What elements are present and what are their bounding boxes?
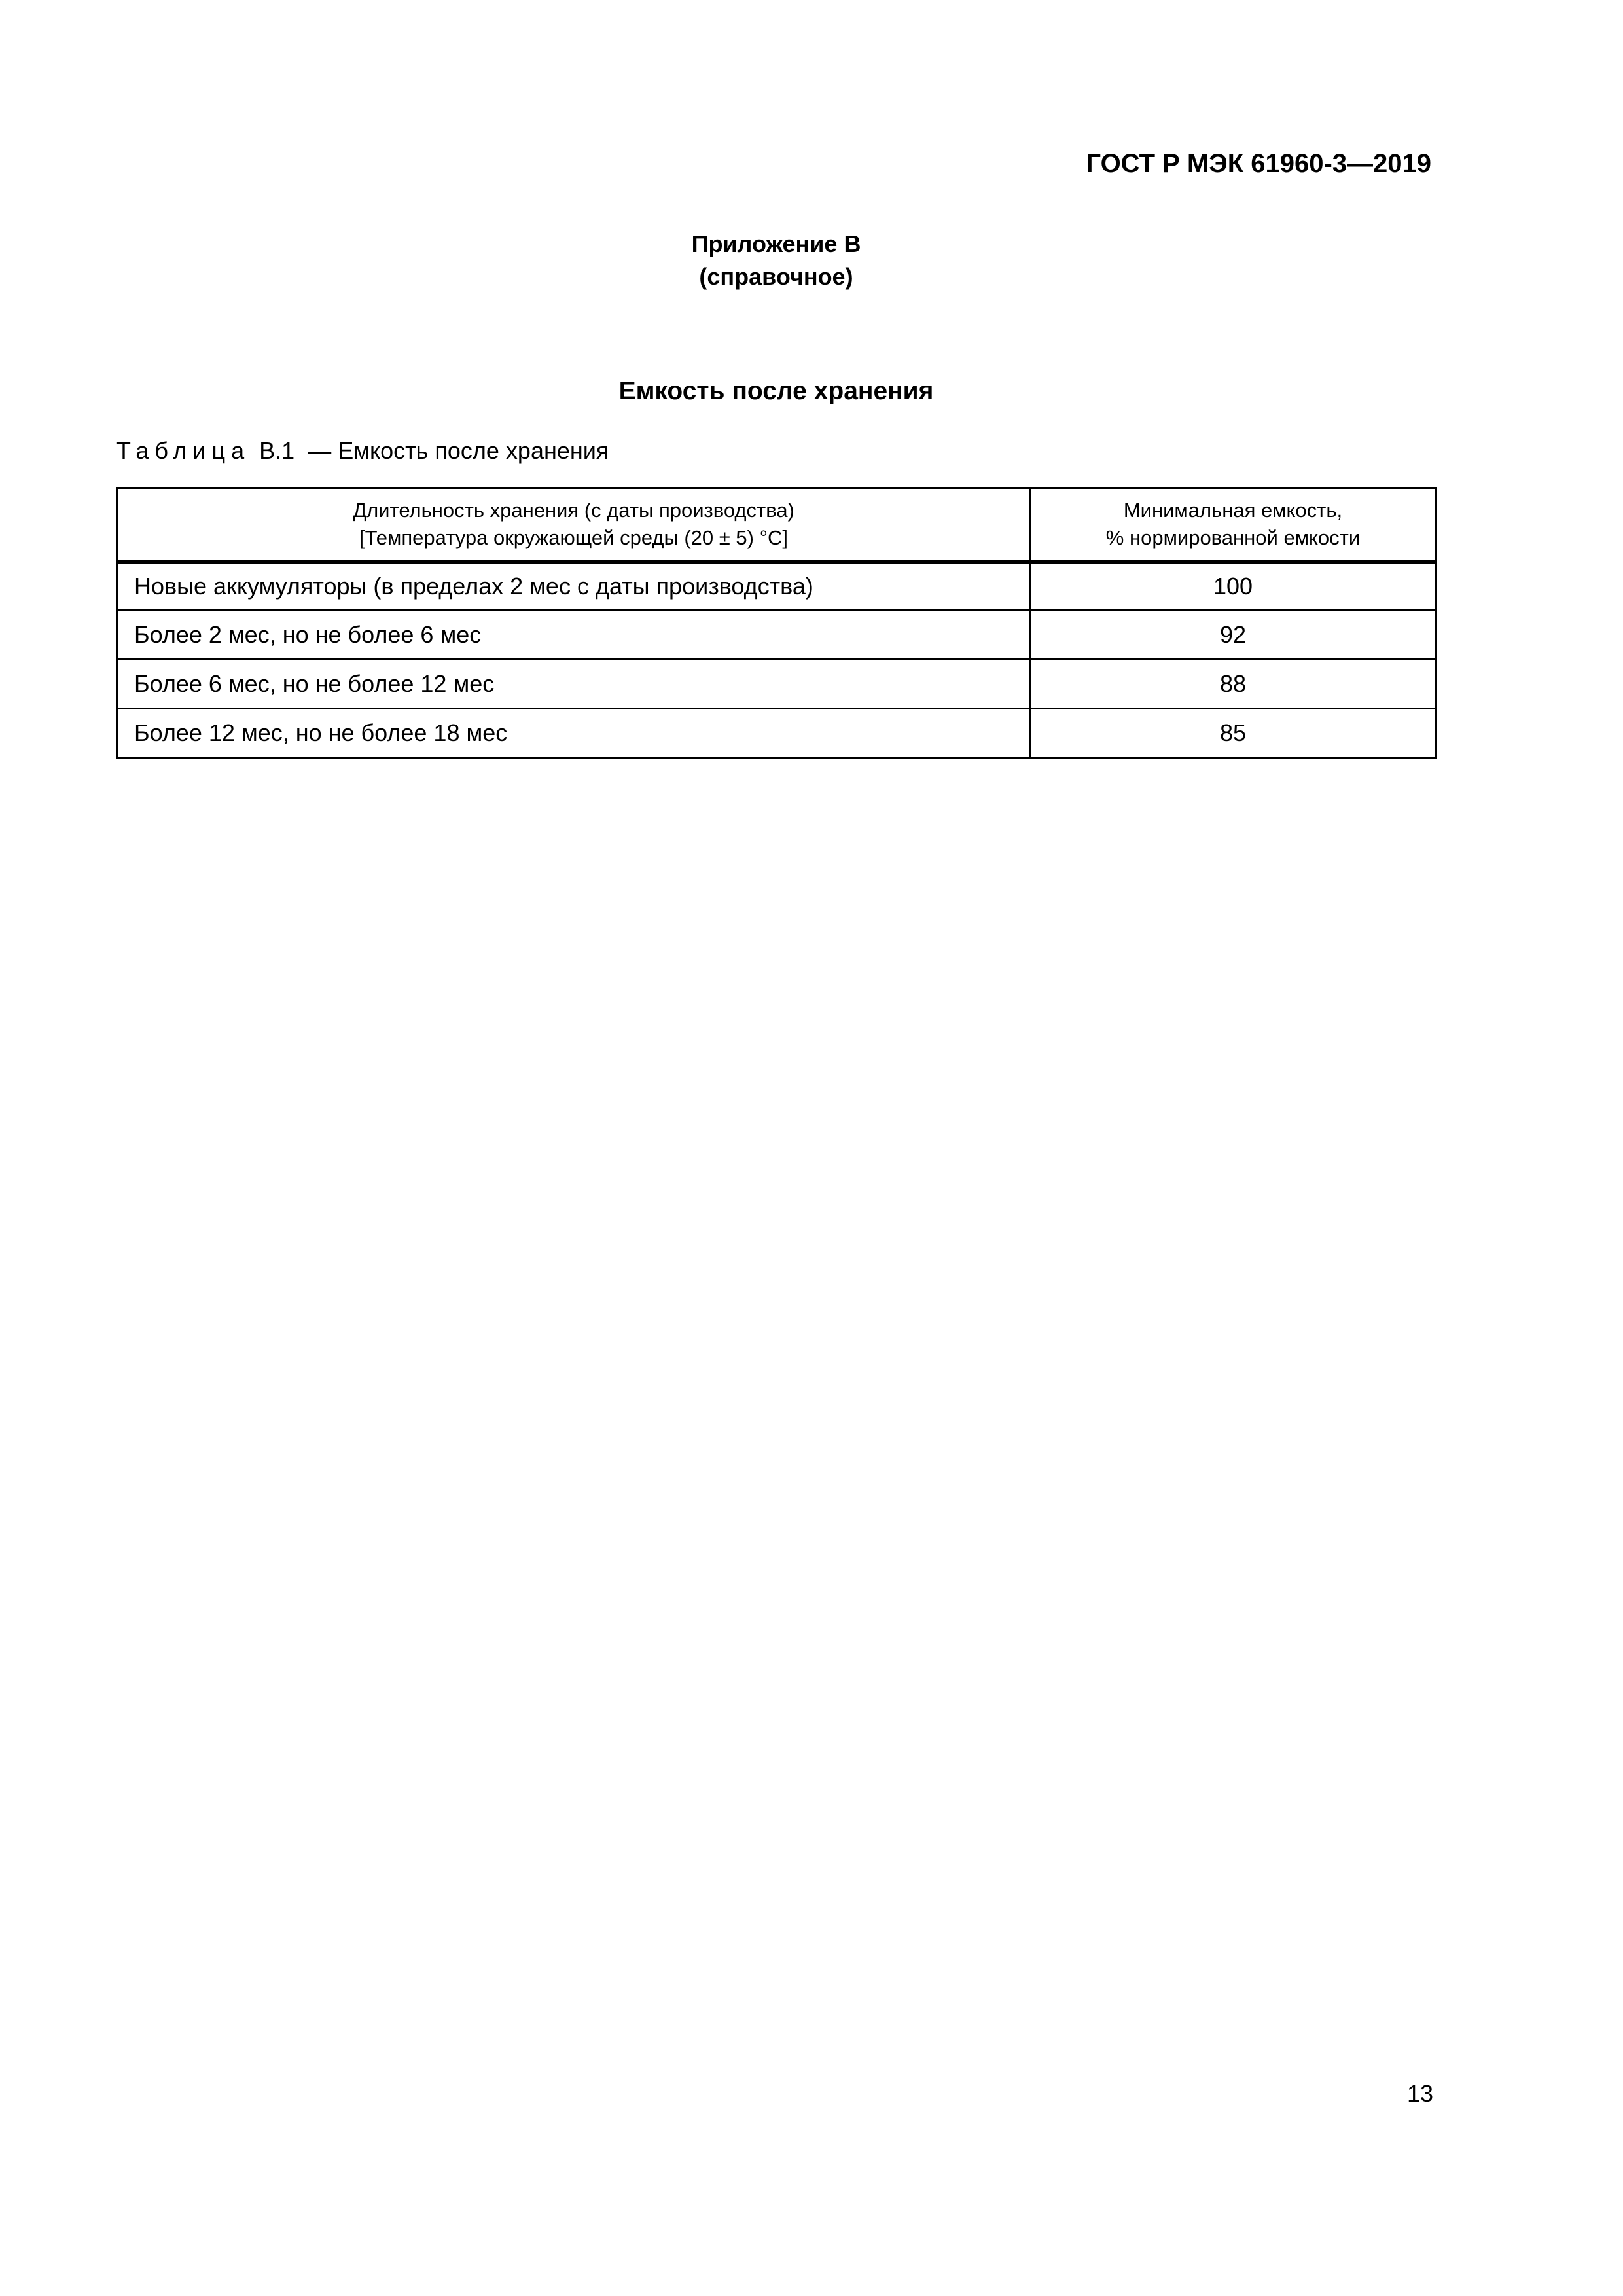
cell-capacity: 88 (1030, 660, 1436, 709)
cell-duration: Новые аккумуляторы (в пределах 2 мес с даты производства) (118, 562, 1030, 611)
table-caption-prefix: Таблица (116, 437, 251, 464)
header-capacity (1030, 488, 1436, 562)
table-header-row (118, 488, 1436, 562)
page-number: 13 (1406, 2080, 1433, 2107)
annex-title: Приложение В (691, 230, 861, 257)
cell-duration: Более 2 мес, но не более 6 мес (118, 611, 1030, 660)
table-caption (116, 437, 609, 465)
capacity-after-storage-table (116, 487, 1437, 759)
header-duration (118, 488, 1030, 562)
cell-duration: Более 12 мес, но не более 18 мес (118, 709, 1030, 758)
cell-capacity: 92 (1030, 611, 1436, 660)
section-title: Емкость после хранения (618, 377, 934, 405)
header-duration-line1: Длительность хранения (с даты производства) (353, 498, 794, 522)
annex-status: (справочное) (699, 263, 853, 290)
table-caption-text: — Емкость после хранения (308, 437, 609, 464)
header-capacity-line1: Минимальная емкость, (1123, 498, 1343, 522)
table-row (118, 611, 1436, 660)
table-caption-number: В.1 (259, 437, 295, 464)
table-row (118, 562, 1436, 611)
table-row (118, 709, 1436, 758)
cell-duration: Более 6 мес, но не более 12 мес (118, 660, 1030, 709)
header-duration-line2: [Температура окружающей среды (20 ± 5) °C] (359, 526, 788, 549)
annex-heading (0, 228, 1552, 293)
cell-capacity: 100 (1030, 562, 1436, 611)
document-code: ГОСТ Р МЭК 61960-3—2019 (1086, 149, 1431, 178)
cell-capacity: 85 (1030, 709, 1436, 758)
table-row (118, 660, 1436, 709)
header-capacity-line2: % нормированной емкости (1105, 526, 1361, 549)
